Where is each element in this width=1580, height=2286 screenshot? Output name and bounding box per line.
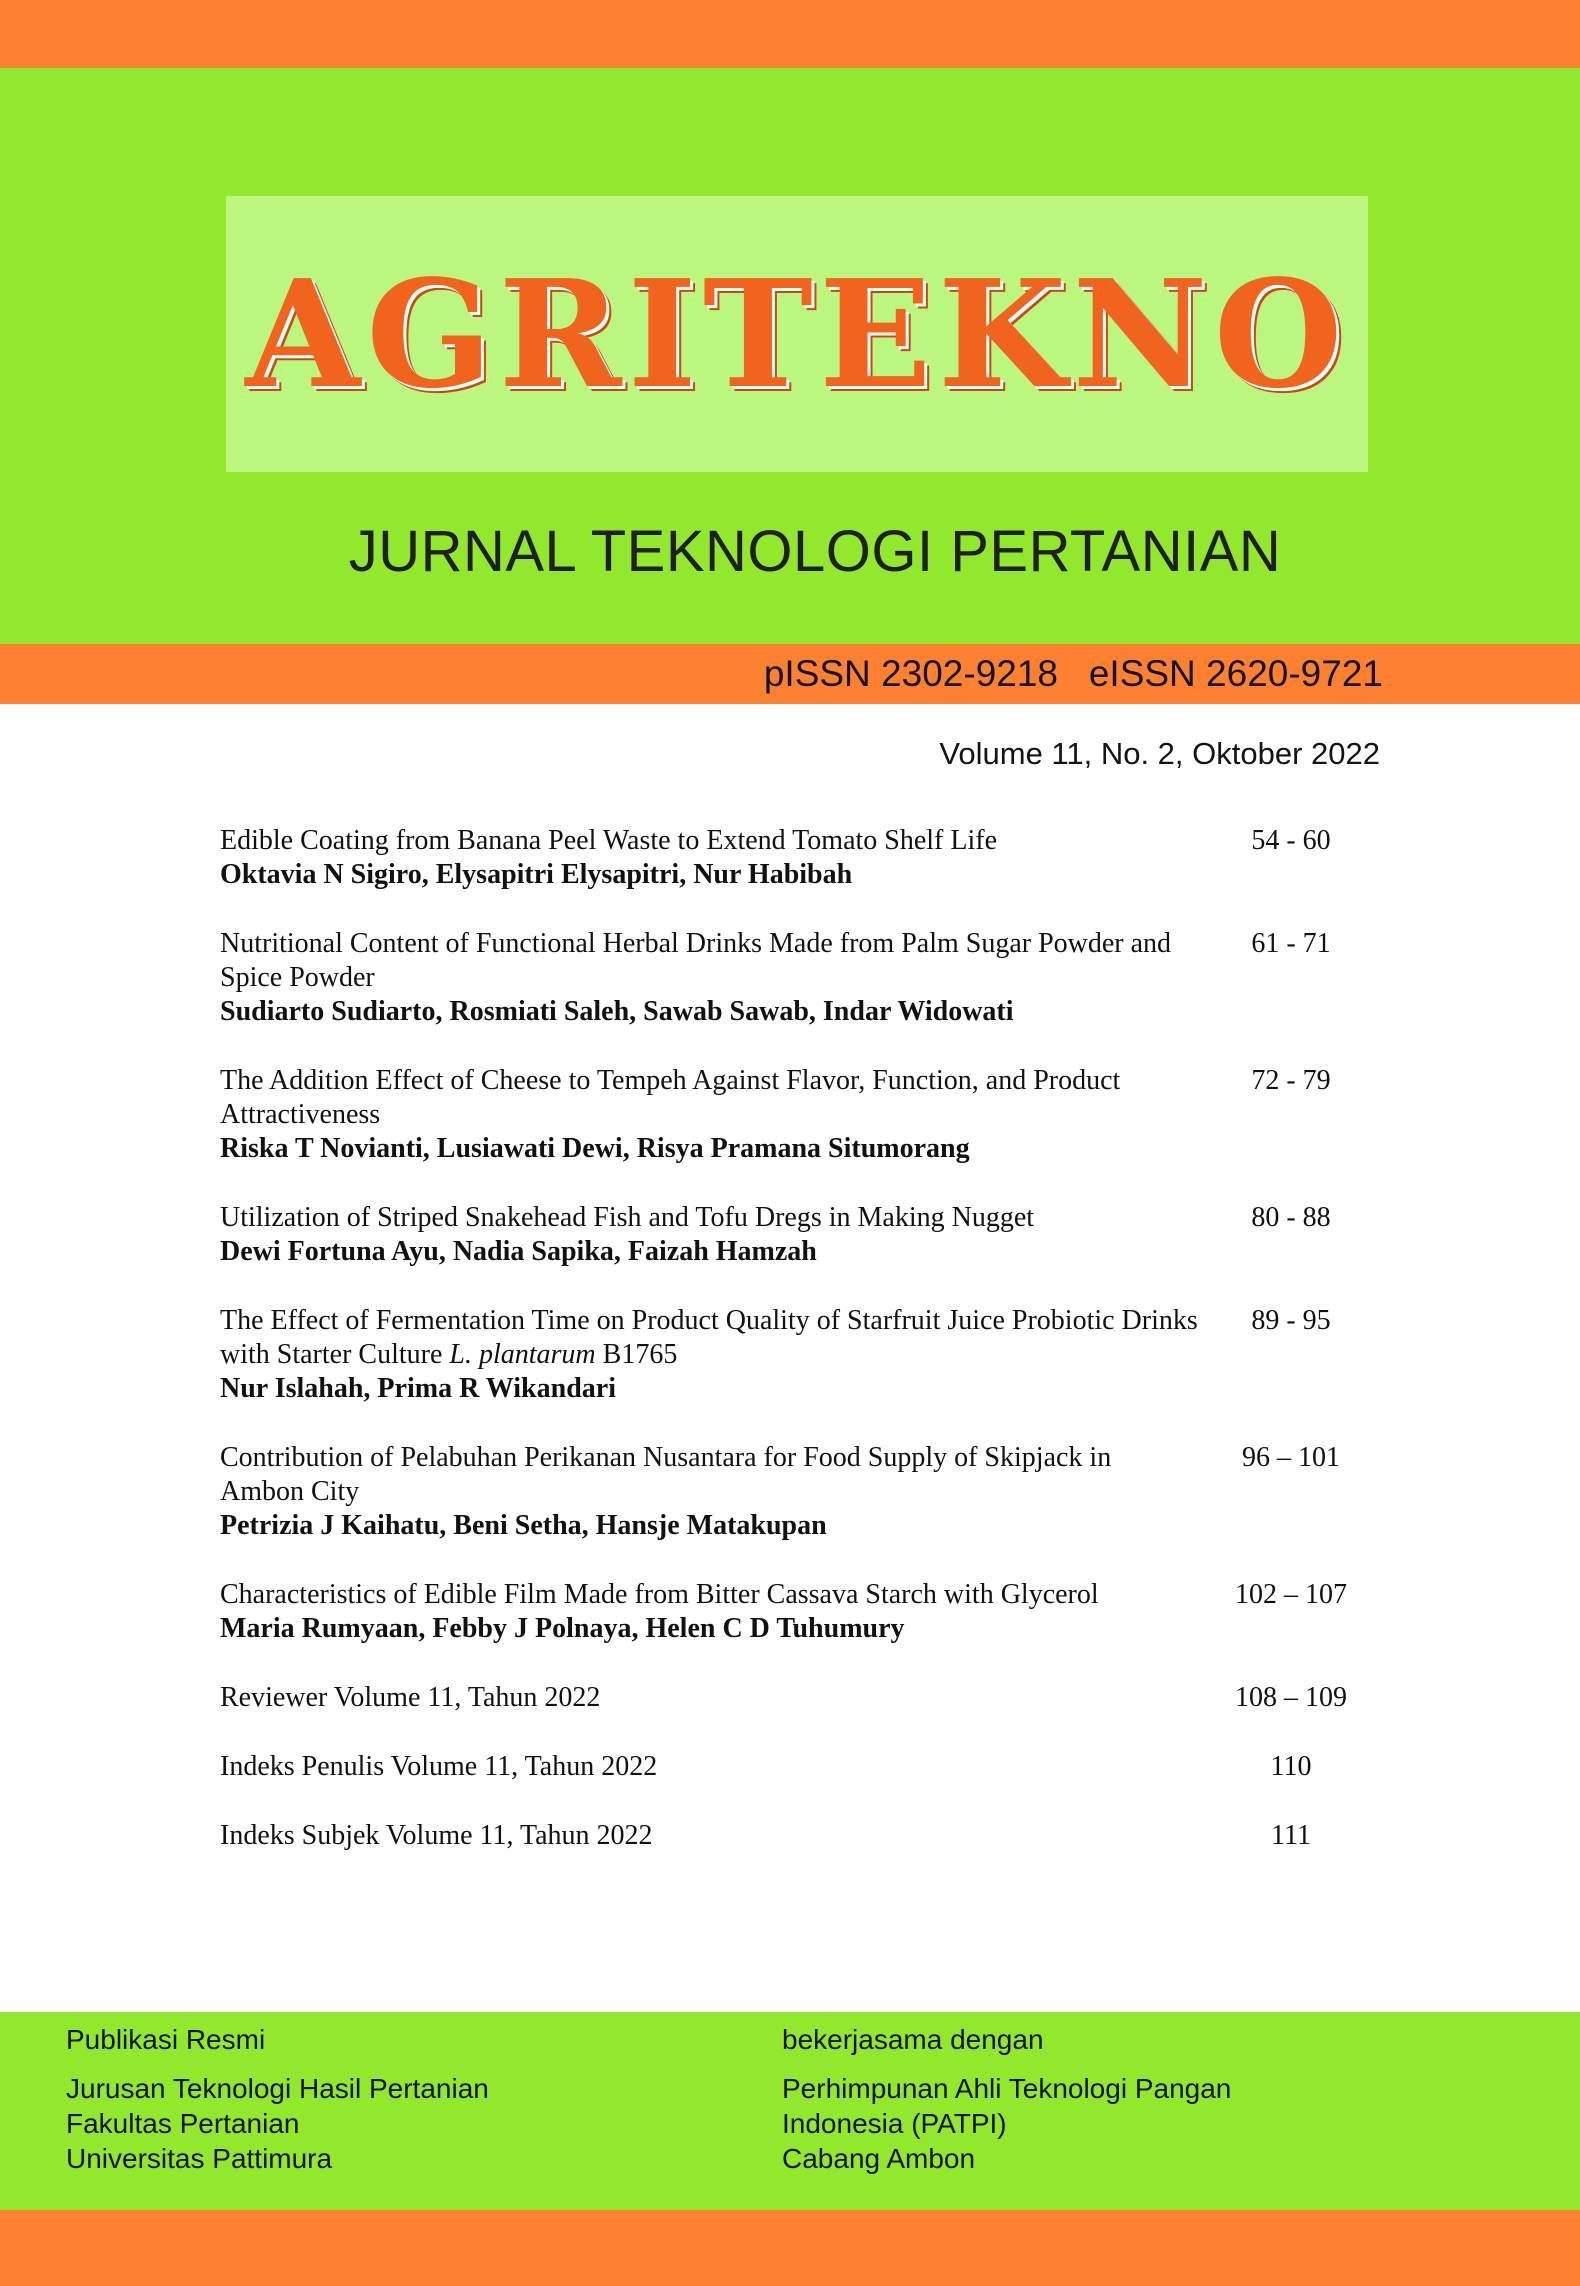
toc-entry <box>220 1819 1376 1853</box>
publisher-block <box>66 2022 489 2176</box>
article-title <box>220 1304 1200 1372</box>
article-pages: 54 - 60 <box>1251 825 1331 856</box>
toc-entry <box>220 1578 1376 1646</box>
partner-block <box>782 2022 1231 2176</box>
partner-line: Indonesia (PATPI) <box>782 2108 1007 2139</box>
publisher-line: Fakultas Pertanian <box>66 2108 300 2139</box>
section-title: Indeks Penulis Volume 11, Tahun 2022 <box>220 1751 658 1782</box>
toc-entry <box>220 927 1376 1029</box>
article-authors: Riska T Novianti, Lusiawati Dewi, Risya Pramana Situmorang <box>220 1133 970 1164</box>
toc-entry <box>220 1201 1376 1269</box>
toc-entry <box>220 1064 1376 1166</box>
toc-entry <box>220 1441 1376 1543</box>
section-title: Indeks Subjek Volume 11, Tahun 2022 <box>220 1820 653 1851</box>
article-title-strain: B1765 <box>595 1339 678 1370</box>
publisher-line: Jurusan Teknologi Hasil Pertanian <box>66 2073 489 2104</box>
journal-title: AGRITEKNO <box>245 247 1349 421</box>
partner-line: Perhimpunan Ahli Teknologi Pangan <box>782 2073 1232 2104</box>
article-title: Edible Coating from Banana Peel Waste to Extend Tomato Shelf Life <box>220 825 998 856</box>
section-pages: 111 <box>1271 1820 1311 1851</box>
journal-subtitle: JURNAL TEKNOLOGI PERTANIAN <box>348 519 1282 584</box>
table-of-contents <box>220 824 1376 1888</box>
article-authors: Maria Rumyaan, Febby J Polnaya, Helen C D Tuhumury <box>220 1613 905 1644</box>
issn-text: pISSN 2302-9218 eISSN 2620-9721 <box>763 653 1383 694</box>
article-title: The Addition Effect of Cheese to Tempeh Against Flavor, Function, and Product Attractiveness <box>220 1065 1121 1130</box>
article-title-main: The Effect of Fermentation Time on Product Quality of Starfruit Juice Probiotic Drinks with Starter Culture <box>220 1305 1198 1370</box>
article-title: Utilization of Striped Snakehead Fish and Tofu Dregs in Making Nugget <box>220 1202 1035 1233</box>
article-title: Characteristics of Edible Film Made from Bitter Cassava Starch with Glycerol <box>220 1579 1099 1610</box>
toc-entry <box>220 1750 1376 1784</box>
article-authors: Petrizia J Kaihatu, Beni Setha, Hansje Matakupan <box>220 1510 827 1541</box>
toc-entry <box>220 1681 1376 1715</box>
volume-info: Volume 11, No. 2, Oktober 2022 <box>939 736 1380 771</box>
section-pages: 110 <box>1270 1751 1312 1782</box>
toc-entry <box>220 824 1376 892</box>
publisher-heading: Publikasi Resmi <box>66 2024 266 2055</box>
article-pages: 61 - 71 <box>1251 928 1331 959</box>
publisher-line: Universitas Pattimura <box>66 2143 333 2174</box>
article-pages: 72 - 79 <box>1251 1065 1331 1096</box>
article-pages: 80 - 88 <box>1251 1202 1331 1233</box>
article-pages: 96 – 101 <box>1242 1442 1340 1473</box>
top-orange-band <box>0 0 1580 68</box>
species-name: L. plantarum <box>449 1339 596 1370</box>
section-pages: 108 – 109 <box>1235 1682 1347 1713</box>
article-authors: Nur Islahah, Prima R Wikandari <box>220 1373 616 1404</box>
toc-entry <box>220 1304 1376 1406</box>
partner-line: Cabang Ambon <box>782 2143 976 2174</box>
article-authors: Sudiarto Sudiarto, Rosmiati Saleh, Sawab Sawab, Indar Widowati <box>220 996 1014 1027</box>
article-pages: 102 – 107 <box>1235 1579 1347 1610</box>
article-title: Nutritional Content of Functional Herbal Drinks Made from Palm Sugar Powder and Spice Powder <box>220 928 1172 993</box>
bottom-orange-band <box>0 2210 1580 2286</box>
journal-logo-box <box>226 196 1368 472</box>
section-title: Reviewer Volume 11, Tahun 2022 <box>220 1682 601 1713</box>
partner-heading: bekerjasama dengan <box>782 2024 1044 2055</box>
article-authors: Dewi Fortuna Ayu, Nadia Sapika, Faizah Hamzah <box>220 1236 817 1267</box>
article-authors: Oktavia N Sigiro, Elysapitri Elysapitri, Nur Habibah <box>220 859 853 890</box>
article-title: Contribution of Pelabuhan Perikanan Nusantara for Food Supply of Skipjack in Ambon City <box>220 1442 1112 1507</box>
article-pages: 89 - 95 <box>1251 1305 1331 1336</box>
